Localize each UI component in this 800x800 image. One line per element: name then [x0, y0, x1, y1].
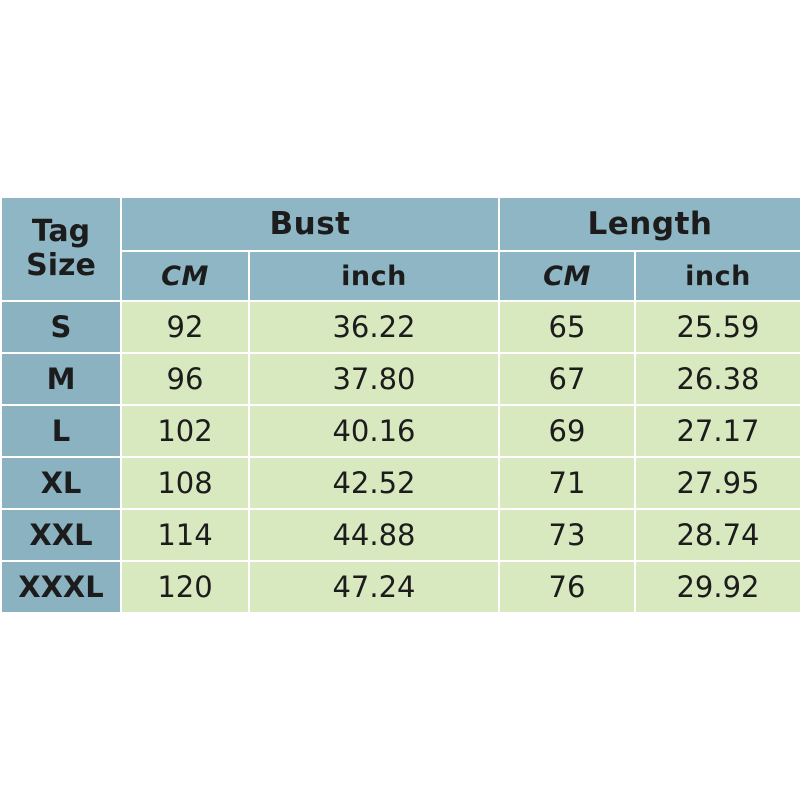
header-group-bust: Bust — [121, 197, 499, 251]
row-length-cm: 71 — [499, 457, 635, 509]
table-row — [1, 457, 800, 509]
row-length-cm: 76 — [499, 561, 635, 613]
row-length-inch: 27.95 — [635, 457, 800, 509]
row-bust-inch: 40.16 — [249, 405, 499, 457]
row-bust-inch: 44.88 — [249, 509, 499, 561]
table-header-group-row — [1, 197, 800, 251]
row-bust-inch: 37.80 — [249, 353, 499, 405]
row-length-inch: 26.38 — [635, 353, 800, 405]
table-row — [1, 561, 800, 613]
size-chart-container — [0, 196, 800, 614]
row-bust-cm: 102 — [121, 405, 249, 457]
row-length-cm: 65 — [499, 301, 635, 353]
row-length-cm: 69 — [499, 405, 635, 457]
row-bust-inch: 42.52 — [249, 457, 499, 509]
row-length-inch: 28.74 — [635, 509, 800, 561]
header-length-inch: inch — [635, 251, 800, 301]
row-size-label: M — [1, 353, 121, 405]
row-size-label: S — [1, 301, 121, 353]
row-bust-cm: 92 — [121, 301, 249, 353]
row-length-inch: 25.59 — [635, 301, 800, 353]
row-bust-cm: 96 — [121, 353, 249, 405]
header-tag-size-line1: Tag — [31, 214, 91, 250]
row-length-inch: 29.92 — [635, 561, 800, 613]
size-chart-table — [0, 196, 800, 614]
row-length-cm: 67 — [499, 353, 635, 405]
table-row — [1, 405, 800, 457]
table-row — [1, 353, 800, 405]
row-length-inch: 27.17 — [635, 405, 800, 457]
row-size-label: XXXL — [1, 561, 121, 613]
row-bust-inch: 47.24 — [249, 561, 499, 613]
header-tag-size-line2: Size — [26, 248, 96, 283]
header-bust-cm: CM — [121, 251, 249, 301]
header-bust-inch: inch — [249, 251, 499, 301]
table-row — [1, 509, 800, 561]
table-header-unit-row — [1, 251, 800, 301]
row-length-cm: 73 — [499, 509, 635, 561]
table-body — [1, 301, 800, 613]
row-bust-cm: 114 — [121, 509, 249, 561]
table-row — [1, 301, 800, 353]
table-head — [1, 197, 800, 301]
row-bust-cm: 108 — [121, 457, 249, 509]
header-length-cm: CM — [499, 251, 635, 301]
row-bust-inch: 36.22 — [249, 301, 499, 353]
row-size-label: L — [1, 405, 121, 457]
row-size-label: XL — [1, 457, 121, 509]
header-group-length: Length — [499, 197, 800, 251]
row-bust-cm: 120 — [121, 561, 249, 613]
header-tag-size — [1, 197, 121, 301]
row-size-label: XXL — [1, 509, 121, 561]
